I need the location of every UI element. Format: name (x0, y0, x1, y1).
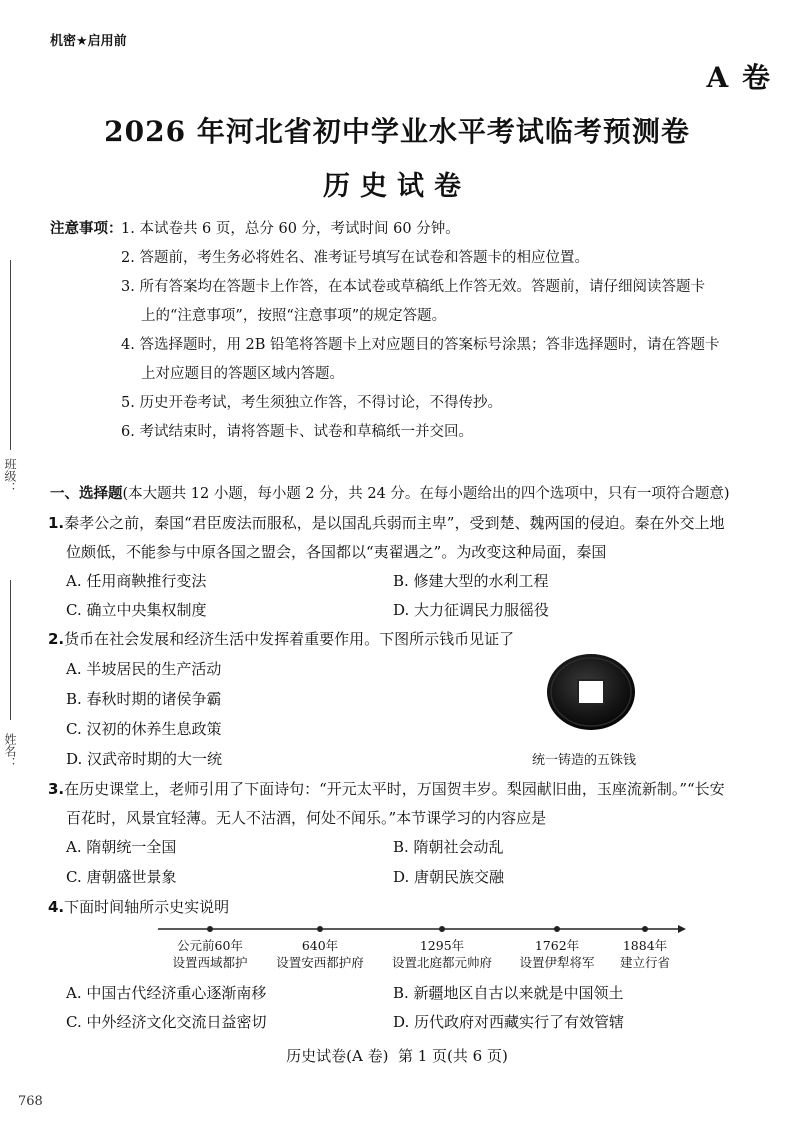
coin-image (545, 652, 637, 732)
timeline-event: 建立行省 (619, 955, 670, 970)
notes-item: 2. 答题前，考生务必将姓名、准考证号填写在试卷和答题卡的相应位置。 (121, 250, 589, 266)
question-stem: 秦孝公之前，秦国“君臣废法而服私，是以国乱兵弱而主卑”，受到楚、魏两国的侵迫。秦在外交上地 (64, 514, 725, 532)
question-3 (48, 778, 778, 799)
question-1 (48, 512, 778, 533)
question-2 (48, 628, 778, 649)
timeline-year: 1762年 (534, 938, 580, 953)
option-d[interactable]: D. 大力征调民力服徭役 (393, 601, 550, 619)
question-number: 3. (48, 780, 65, 798)
confidential-mark: 机密★启用前 (50, 34, 127, 49)
timeline-year: 640年 (301, 938, 339, 953)
option-d[interactable]: D. 汉武帝时期的大一统 (66, 750, 223, 768)
option-c[interactable]: C. 中外经济文化交流日益密切 (66, 1013, 267, 1031)
coin-caption: 统一铸造的五铢钱 (532, 753, 637, 768)
option-c[interactable]: C. 汉初的休养生息政策 (66, 720, 222, 738)
option-b[interactable]: B. 修建大型的水利工程 (393, 572, 549, 590)
notes-item: 5. 历史开卷考试，考生须独立作答，不得讨论，不得传抄。 (121, 395, 502, 411)
option-c[interactable]: C. 唐朝盛世景象 (66, 868, 177, 886)
question-number: 1. (48, 514, 65, 532)
question-number: 4. (48, 898, 65, 916)
section-description: (本大题共 12 小题，每小题 2 分，共 24 分。在每小题给出的四个选项中，只有一项符合题意) (122, 486, 730, 502)
notes-block (50, 218, 780, 450)
timeline-event: 设置西域都护 (172, 955, 248, 970)
timeline-event: 设置北庭都元帅府 (391, 955, 492, 970)
option-a[interactable]: A. 半坡居民的生产活动 (66, 660, 222, 678)
page-footer: 历史试卷(A 卷) 第 1 页(共 6 页) (286, 1047, 508, 1065)
binding-line-top (10, 260, 11, 450)
question-1-stem-cont: 位颇低，不能参与中原各国之盟会，各国都以“夷翟遇之”。为改变这种局面，秦国 (66, 543, 607, 561)
notes-label: 注意事项： (50, 221, 123, 237)
question-4 (48, 896, 778, 917)
option-d[interactable]: D. 唐朝民族交融 (393, 868, 505, 886)
timeline-event: 设置安西都护府 (276, 955, 364, 970)
timeline (150, 920, 690, 970)
question-3-stem-cont: 百花时，风景宜轻薄。无人不沽酒，何处不闻乐。”本节课学习的内容应是 (66, 809, 547, 827)
option-a[interactable]: A. 中国古代经济重心逐渐南移 (66, 984, 267, 1002)
notes-item: 3. 所有答案均在答题卡上作答，在本试卷或草稿纸上作答无效。答题前，请仔细阅读答题卡 (121, 279, 705, 295)
question-stem: 在历史课堂上，老师引用了下面诗句：“开元太平时，万国贺丰岁。梨园献旧曲，玉座流新制。”“长安 (64, 780, 725, 798)
option-d[interactable]: D. 历代政府对西藏实行了有效管辖 (393, 1013, 625, 1031)
notes-item: 上的“注意事项”，按照“注意事项”的规定答题。 (141, 308, 447, 324)
notes-item: 4. 答选择题时，用 2B 铅笔将答题卡上对应题目的答案标号涂黑；答非选择题时，请在答题卡 (121, 337, 720, 353)
option-b[interactable]: B. 隋朝社会动乱 (393, 838, 504, 856)
question-stem: 下面时间轴所示史实说明 (64, 898, 230, 916)
margin-label-class: 班级： (3, 458, 17, 494)
option-c[interactable]: C. 确立中央集权制度 (66, 601, 207, 619)
timeline-year: 1884年 (622, 938, 668, 953)
section-title: 一、选择题 (50, 486, 123, 502)
option-a[interactable]: A. 任用商鞅推行变法 (66, 572, 207, 590)
option-b[interactable]: B. 春秋时期的诸侯争霸 (66, 690, 222, 708)
notes-item: 1. 本试卷共 6 页，总分 60 分，考试时间 60 分钟。 (121, 221, 460, 237)
notes-item: 6. 考试结束时，请将答题卡、试卷和草稿纸一并交回。 (121, 424, 473, 440)
question-stem: 货币在社会发展和经济生活中发挥着重要作用。下图所示钱币见证了 (64, 630, 515, 648)
page-corner-number: 768 (18, 1094, 43, 1109)
question-number: 2. (48, 630, 65, 648)
timeline-year: 1295年 (419, 938, 465, 953)
paper-version: A 卷 (706, 61, 772, 94)
exam-title: 2026 年河北省初中学业水平考试临考预测卷 (104, 115, 690, 148)
margin-label-name: 姓名： (3, 733, 17, 769)
binding-line-bottom (10, 580, 11, 720)
option-a[interactable]: A. 隋朝统一全国 (66, 838, 177, 856)
notes-item: 上对应题目的答题区域内答题。 (141, 366, 344, 382)
timeline-event: 设置伊犁将军 (519, 955, 595, 970)
exam-subtitle: 历史试卷 (323, 171, 471, 202)
option-b[interactable]: B. 新疆地区自古以来就是中国领土 (393, 984, 624, 1002)
timeline-year: 公元前60年 (177, 938, 243, 953)
section-heading (50, 482, 780, 503)
